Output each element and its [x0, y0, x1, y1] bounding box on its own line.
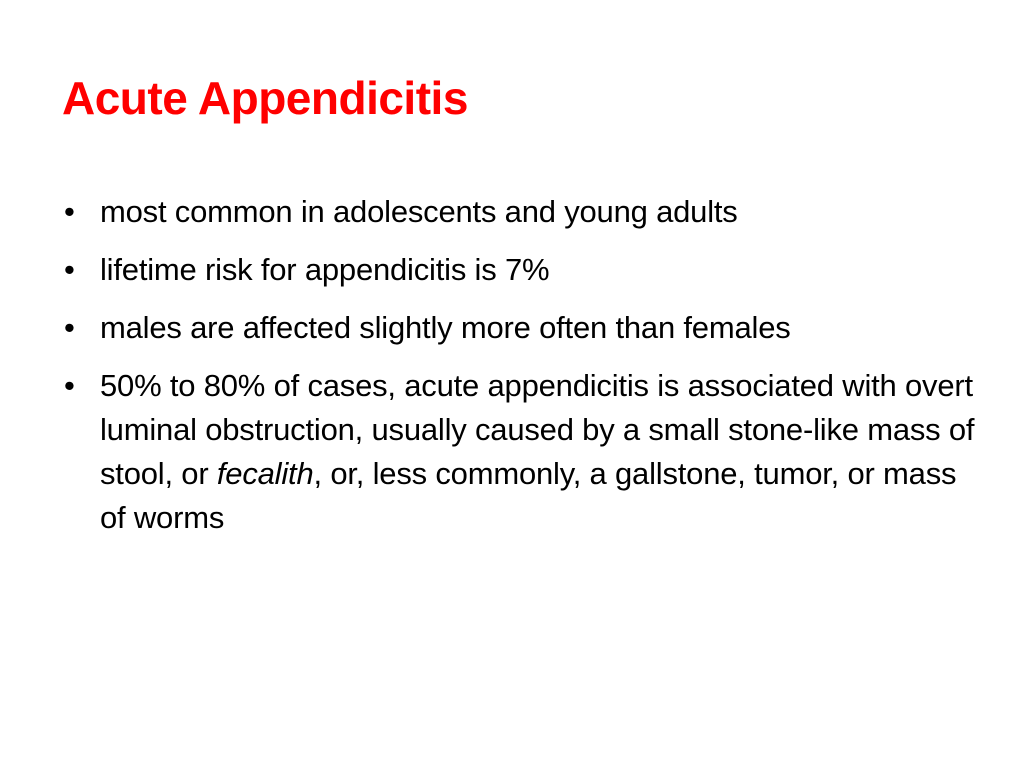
- bullet-item: [62, 190, 982, 234]
- bullet-text: most common in adolescents and young adults: [100, 194, 738, 229]
- bullet-text: males are affected slightly more often than females: [100, 310, 791, 345]
- bullet-text: lifetime risk for appendicitis is 7%: [100, 252, 550, 287]
- bullet-item: [62, 364, 982, 540]
- bullet-icon: •: [64, 368, 75, 403]
- bullet-icon: •: [64, 252, 75, 287]
- italic-term: fecalith: [216, 456, 314, 491]
- bullet-icon: •: [64, 194, 75, 229]
- bullet-text-part: , or, less commonly, a gallstone, tumor, or mass of worms: [100, 456, 957, 535]
- bullet-item: [62, 306, 982, 350]
- bullet-icon: •: [64, 310, 75, 345]
- bullet-item: [62, 248, 982, 292]
- slide-title: Acute Appendicitis: [62, 72, 468, 124]
- bullet-list: [62, 190, 982, 554]
- bullet-text-part: 50% to 80% of cases, acute appendicitis is associated with overt luminal obstruction, usually caused by a small stone-like mass of stool, or: [100, 368, 975, 491]
